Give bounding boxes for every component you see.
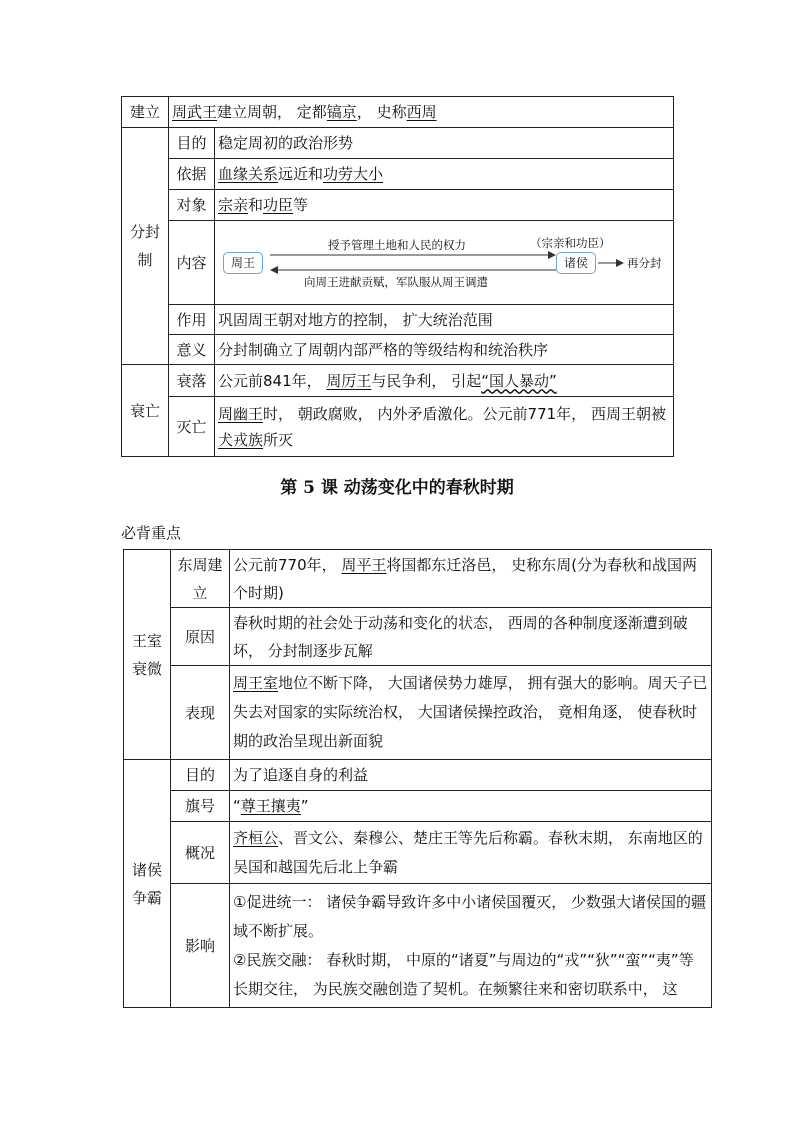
row-label-jianli: 建立 bbox=[122, 97, 169, 128]
shuailuo-content: 公元前841年， 周厉王与民争利， 引起“国人暴动” bbox=[215, 365, 674, 397]
bottom-arrow-head bbox=[270, 266, 278, 274]
row-label-gaikuang: 概况 bbox=[171, 822, 230, 884]
top-arrow-head bbox=[548, 251, 556, 259]
row-label-zuoyong: 作用 bbox=[169, 305, 215, 335]
row-label-yiyi: 意义 bbox=[169, 335, 215, 365]
zuoyong-content: 巩固周王朝对地方的控制， 扩大统治范围 bbox=[215, 305, 674, 335]
row-label-miewang: 灭亡 bbox=[169, 397, 215, 457]
gaikuang-content: 齐桓公、晋文公、秦穆公、楚庄王等先后称霸。春秋末期， 东南地区的吴国和越国先后北上争霸 bbox=[230, 822, 712, 884]
group-label-fenfeng: 分封 制 bbox=[122, 128, 169, 365]
group-label-wangshi: 王室 衰微 bbox=[124, 550, 171, 760]
row-label-dongzhou: 东周建 立 bbox=[171, 550, 230, 608]
spring-autumn-table bbox=[123, 549, 712, 1008]
duixiang-content: 宗亲和功臣等 bbox=[215, 190, 674, 221]
biaoxian-content: 周王室地位不断下降， 大国诸侯势力雄厚， 拥有强大的影响。周天子已失去对国家的实际统治权， 大国诸侯操控政治， 竟相角逐， 使春秋时期的政治呈现出新面貌 bbox=[230, 666, 712, 760]
miewang-content: 周幽王时， 朝政腐败， 内外矛盾激化。公元前771年， 西周王朝被犬戎族所灭 bbox=[215, 397, 674, 457]
row-label-yingxiang: 影响 bbox=[171, 884, 230, 1008]
row-label-yiju: 依据 bbox=[169, 159, 215, 190]
group-label-shuaiwang: 衰亡 bbox=[122, 365, 169, 457]
yiyi-content: 分封制确立了周朝内部严格的等级结构和统治秩序 bbox=[215, 335, 674, 365]
jianli-content: 周武王建立周朝， 定都镐京， 史称西周 bbox=[169, 97, 674, 128]
row-label-neirong: 内容 bbox=[169, 221, 215, 305]
row-label-yuanyin: 原因 bbox=[171, 608, 230, 666]
dongzhou-content: 公元前770年， 周平王将国都东迁洛邑， 史称东周(分为春秋和战国两个时期) bbox=[230, 550, 712, 608]
yingxiang-content bbox=[230, 884, 712, 1008]
yiju-content: 血缘关系远近和功劳大小 bbox=[215, 159, 674, 190]
row-label-biaoxian: 表现 bbox=[171, 666, 230, 760]
row-label-mudi: 目的 bbox=[169, 128, 215, 159]
zhou-king-box: 周王 bbox=[223, 252, 263, 274]
yingxiang-point-2: ②民族交融： 春秋时期， 中原的“诸夏”与周边的“戎”“狄”“蛮”“夷”等长期交往， 为民族交融创造了契机。在频繁往来和密切联系中， 这 bbox=[233, 950, 694, 998]
group-label-zhuhou: 诸侯 争霸 bbox=[124, 760, 171, 1008]
mudi-content: 稳定周初的政治形势 bbox=[215, 128, 674, 159]
row-label-qihao: 旗号 bbox=[171, 791, 230, 822]
mudi2-content: 为了追逐自身的利益 bbox=[230, 760, 712, 791]
vassal-box: 诸侯 bbox=[556, 252, 596, 274]
row-label-shuailuo: 衰落 bbox=[169, 365, 215, 397]
must-remember-label: 必背重点 bbox=[121, 524, 182, 542]
diagram-far-right: 再分封 bbox=[627, 255, 662, 270]
neirong-diagram bbox=[215, 221, 674, 305]
qihao-content: “尊王攘夷” bbox=[230, 791, 712, 822]
diagram-bottom-text: 向周王进献贡赋，军队服从周王调遣 bbox=[304, 274, 488, 289]
yingxiang-point-1: ①促进统一： 诸侯争霸导致许多中小诸侯国覆灭， 少数强大诸侯国的疆域不断扩展。 bbox=[233, 892, 706, 940]
lesson-title: 第 5 课 动荡变化中的春秋时期 bbox=[280, 478, 514, 498]
diagram-top-text: 授予管理土地和人民的权力 bbox=[328, 237, 466, 252]
western-zhou-table bbox=[121, 96, 674, 457]
row-label-duixiang: 对象 bbox=[169, 190, 215, 221]
yuanyin-content: 春秋时期的社会处于动荡和变化的状态， 西周的各种制度逐渐遭到破坏， 分封制逐步瓦解 bbox=[230, 608, 712, 666]
diagram-right-note: （宗亲和功臣） bbox=[530, 235, 611, 250]
right-arrow-head bbox=[616, 259, 624, 267]
row-label-mudi2: 目的 bbox=[171, 760, 230, 791]
